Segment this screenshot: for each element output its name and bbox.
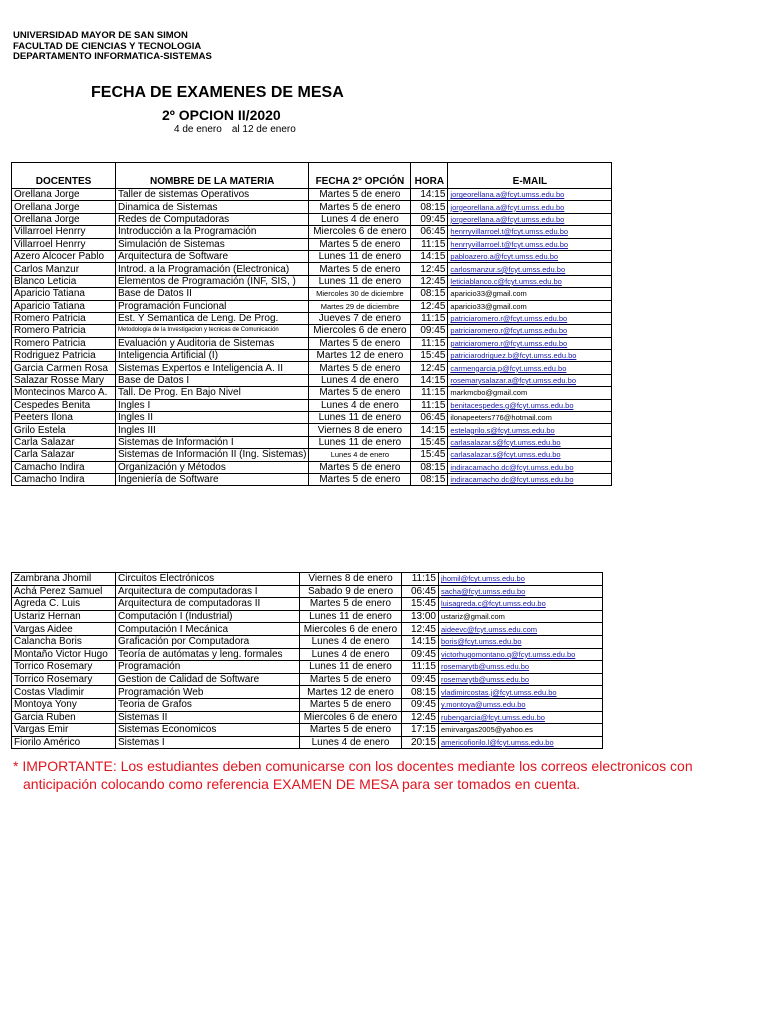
docente-cell: Rodriguez Patricia	[12, 350, 116, 362]
hora-cell: 09:45	[402, 673, 439, 686]
materia-cell: Base de Datos II	[116, 288, 309, 300]
fecha-cell: Lunes 4 de enero	[300, 648, 402, 661]
hora-cell: 14:15	[402, 635, 439, 648]
table-row	[12, 300, 612, 312]
docente-cell: Ustariz Hernan	[12, 610, 116, 623]
table-row	[12, 436, 612, 448]
docente-cell: Garcia Ruben	[12, 711, 116, 724]
docente-cell: Achá Perez Samuel	[12, 585, 116, 598]
fecha-cell: Jueves 7 de enero	[309, 312, 411, 324]
date-range-end: al 12 de enero	[231, 124, 296, 135]
table-row	[12, 635, 603, 648]
hora-cell: 06:45	[411, 412, 448, 424]
hora-cell: 08:15	[411, 201, 448, 213]
materia-cell: Ingles III	[116, 424, 309, 436]
materia-cell: Teoría de autómatas y leng. formales	[116, 648, 300, 661]
header-fecha: FECHA 2° OPCIÓN	[309, 163, 411, 189]
table-row	[12, 325, 612, 337]
hora-cell: 12:45	[402, 623, 439, 636]
hora-cell: 06:45	[402, 585, 439, 598]
docente-cell: Costas Vladimir	[12, 686, 116, 699]
hora-cell: 11:15	[411, 399, 448, 411]
hora-cell: 11:15	[411, 312, 448, 324]
fecha-cell: Lunes 4 de enero	[309, 374, 411, 386]
fecha-cell: Martes 5 de enero	[300, 598, 402, 611]
header-docentes: DOCENTES	[12, 163, 116, 189]
email-link[interactable]: carlasalazar.s@fcyt.umss.edu.bo	[448, 449, 612, 461]
email-link[interactable]: pabloazero.a@fcyt.umss.edu.bo	[448, 250, 612, 262]
docente-cell: Grilo Estela	[12, 424, 116, 436]
table-row	[12, 686, 603, 699]
docente-cell: Azero Alcocer Pablo	[12, 250, 116, 262]
email-link[interactable]: vladimircostas.j@fcyt.umss.edu.bo	[439, 686, 603, 699]
email-link[interactable]: henrryvillarroel.t@fcyt.umss.edu.bo	[448, 238, 612, 250]
university-name: UNIVERSIDAD MAYOR DE SAN SIMON	[13, 30, 188, 41]
email-link[interactable]: estelagrilo.s@fcyt.umss.edu.bo	[448, 424, 612, 436]
fecha-cell: Martes 5 de enero	[309, 263, 411, 275]
materia-cell: Evaluación y Auditoria de Sistemas	[116, 337, 309, 349]
materia-cell: Programación Funcional	[116, 300, 309, 312]
email-link[interactable]: emirvargas2005@yahoo.es	[439, 724, 603, 737]
note-line-1: * IMPORTANTE: Los estudiantes deben comunicarse con los docentes mediante los correos electronicos con	[13, 758, 693, 774]
table-row	[12, 337, 612, 349]
materia-cell: Elementos de Programación (INF, SIS, )	[116, 275, 309, 287]
docente-cell: Salazar Rosse Mary	[12, 374, 116, 386]
table-row	[12, 412, 612, 424]
docente-cell: Zambrana Jhomil	[12, 573, 116, 586]
email-link[interactable]: carlosmanzur.s@fcyt.umss.edu.bo	[448, 263, 612, 275]
materia-cell: Computación I Mecánica	[116, 623, 300, 636]
email-link[interactable]: aparicio33@gmail.com	[448, 288, 612, 300]
table-row	[12, 238, 612, 250]
email-link[interactable]: rubengarcia@fcyt.umss.edu.bo	[439, 711, 603, 724]
docente-cell: Aparicio Tatiana	[12, 300, 116, 312]
docente-cell: Villarroel Henrry	[12, 226, 116, 238]
email-link[interactable]: ustariz@gmail.com	[439, 610, 603, 623]
table-row	[12, 213, 612, 225]
fecha-cell: Martes 5 de enero	[300, 698, 402, 711]
fecha-cell: Martes 5 de enero	[309, 337, 411, 349]
docente-cell: Camacho Indira	[12, 473, 116, 485]
email-link[interactable]: jorgeorellana.a@fcyt.umss.edu.bo	[448, 213, 612, 225]
table-row	[12, 226, 612, 238]
email-link[interactable]: jorgeorellana.a@fcyt.umss.edu.bo	[448, 189, 612, 201]
email-link[interactable]: aparicio33@gmail.com	[448, 300, 612, 312]
table-row	[12, 623, 603, 636]
email-link[interactable]: aideevc@fcyt.umss.edu.com	[439, 623, 603, 636]
materia-cell: Computación I (Industrial)	[116, 610, 300, 623]
table-row	[12, 648, 603, 661]
table-row	[12, 399, 612, 411]
fecha-cell: Miercoles 6 de enero	[300, 623, 402, 636]
fecha-cell: Martes 5 de enero	[309, 201, 411, 213]
materia-cell: Inteligencia Artificial (I)	[116, 350, 309, 362]
docente-cell: Carlos Manzur	[12, 263, 116, 275]
hora-cell: 12:45	[411, 263, 448, 275]
hora-cell: 12:45	[411, 275, 448, 287]
docente-cell: Carla Salazar	[12, 449, 116, 461]
fecha-cell: Martes 12 de enero	[309, 350, 411, 362]
email-link[interactable]: patriciaromero.r@fcyt.umss.edu.bo	[448, 337, 612, 349]
docente-cell: Vargas Emir	[12, 724, 116, 737]
fecha-cell: Viernes 8 de enero	[309, 424, 411, 436]
email-link[interactable]: ilonapeeters776@hotmail.com	[448, 412, 612, 424]
hora-cell: 08:15	[411, 461, 448, 473]
email-link[interactable]: patriciarodriguez.b@fcyt.umss.edu.bo	[448, 350, 612, 362]
materia-cell: Programación Web	[116, 686, 300, 699]
fecha-cell: Miercoles 6 de enero	[309, 325, 411, 337]
docente-cell: Montaño Victor Hugo	[12, 648, 116, 661]
materia-cell: Arquitectura de computadoras I	[116, 585, 300, 598]
materia-cell: Graficación por Computadora	[116, 635, 300, 648]
table-row	[12, 263, 612, 275]
hora-cell: 08:15	[402, 686, 439, 699]
table-row	[12, 350, 612, 362]
docente-cell: Torrico Rosemary	[12, 661, 116, 674]
hora-cell: 14:15	[411, 374, 448, 386]
email-link[interactable]: patriciaromero.r@fcyt.umss.edu.bo	[448, 325, 612, 337]
table-row	[12, 275, 612, 287]
email-link[interactable]: rosemarytb@umss.edu.bo	[439, 661, 603, 674]
hora-cell: 15:45	[402, 598, 439, 611]
email-link[interactable]: rosemarytb@umss.edu.bo	[439, 673, 603, 686]
header-hora: HORA	[411, 163, 448, 189]
table-row	[12, 387, 612, 399]
email-link[interactable]: patriciaromero.r@fcyt.umss.edu.bo	[448, 312, 612, 324]
materia-cell: Ingeniería de Software	[116, 473, 309, 485]
email-link[interactable]: victorhugomontano.q@fcyt.umss.edu.bo	[439, 648, 603, 661]
docente-cell: Romero Patricia	[12, 312, 116, 324]
header-materia: NOMBRE DE LA MATERIA	[116, 163, 309, 189]
table-row	[12, 312, 612, 324]
docente-cell: Peeters Ilona	[12, 412, 116, 424]
materia-cell: Tall. De Prog. En Bajo Nivel	[116, 387, 309, 399]
materia-cell: Programación	[116, 661, 300, 674]
fecha-cell: Lunes 11 de enero	[300, 610, 402, 623]
fecha-cell: Martes 12 de enero	[300, 686, 402, 699]
email-link[interactable]: markmcbo@gmail.com	[448, 387, 612, 399]
important-note	[13, 757, 753, 793]
materia-cell: Ingles II	[116, 412, 309, 424]
header-email: E-MAIL	[448, 163, 612, 189]
materia-cell: Introducción a la Programación	[116, 226, 309, 238]
table-row	[12, 449, 612, 461]
hora-cell: 14:15	[411, 424, 448, 436]
hora-cell: 14:15	[411, 250, 448, 262]
docente-cell: Garcia Carmen Rosa	[12, 362, 116, 374]
fecha-cell: Lunes 4 de enero	[300, 736, 402, 749]
docente-cell: Vargas Aidee	[12, 623, 116, 636]
docente-cell: Blanco Leticia	[12, 275, 116, 287]
materia-cell: Simulación de Sistemas	[116, 238, 309, 250]
table-row	[12, 598, 603, 611]
hora-cell: 12:45	[411, 300, 448, 312]
date-range-start: 4 de enero	[174, 124, 222, 135]
table-row	[12, 201, 612, 213]
page-title: FECHA DE EXAMENES DE MESA	[91, 84, 344, 101]
fecha-cell: Martes 5 de enero	[309, 461, 411, 473]
materia-cell: Base de Datos I	[116, 374, 309, 386]
fecha-cell: Martes 5 de enero	[309, 362, 411, 374]
table-row	[12, 661, 603, 674]
email-link[interactable]: rosemarysalazar.a@fcyt.umss.edu.bo	[448, 374, 612, 386]
email-link[interactable]: boris@fcyt.umss.edu.bo	[439, 635, 603, 648]
fecha-cell: Martes 5 de enero	[300, 673, 402, 686]
fecha-cell: Sabado 9 de enero	[300, 585, 402, 598]
hora-cell: 12:45	[411, 362, 448, 374]
fecha-cell: Lunes 4 de enero	[300, 635, 402, 648]
docente-cell: Aparicio Tatiana	[12, 288, 116, 300]
hora-cell: 20:15	[402, 736, 439, 749]
materia-cell: Arquitectura de computadoras II	[116, 598, 300, 611]
hora-cell: 17:15	[402, 724, 439, 737]
hora-cell: 06:45	[411, 226, 448, 238]
docente-cell: Fiorilo Américo	[12, 736, 116, 749]
table-row	[12, 288, 612, 300]
table-row	[12, 461, 612, 473]
fecha-cell: Miercoles 30 de diciembre	[309, 288, 411, 300]
fecha-cell: Lunes 11 de enero	[309, 275, 411, 287]
date-range	[174, 124, 296, 135]
docente-cell: Calancha Boris	[12, 635, 116, 648]
fecha-cell: Martes 5 de enero	[309, 238, 411, 250]
docente-cell: Torrico Rosemary	[12, 673, 116, 686]
hora-cell: 11:15	[411, 238, 448, 250]
materia-cell: Metodología de la Investigacion y tecnicas de Comunicación	[116, 325, 309, 337]
table-row	[12, 724, 603, 737]
hora-cell: 15:45	[411, 350, 448, 362]
hora-cell: 09:45	[402, 698, 439, 711]
exam-table-2	[11, 572, 603, 749]
fecha-cell: Lunes 11 de enero	[309, 436, 411, 448]
materia-cell: Sistemas Economicos	[116, 724, 300, 737]
fecha-cell: Lunes 11 de enero	[309, 412, 411, 424]
materia-cell: Sistemas de Información I	[116, 436, 309, 448]
materia-cell: Est. Y Semantica de Leng. De Prog.	[116, 312, 309, 324]
email-link[interactable]: carlasalazar.s@fcyt.umss.edu.bo	[448, 436, 612, 448]
email-link[interactable]: y.montoya@umss.edu.bo	[439, 698, 603, 711]
hora-cell: 11:15	[402, 573, 439, 586]
page-subtitle: 2º OPCION II/2020	[162, 107, 281, 123]
fecha-cell: Martes 5 de enero	[309, 473, 411, 485]
table-row	[12, 736, 603, 749]
table-row	[12, 374, 612, 386]
table-row	[12, 610, 603, 623]
fecha-cell: Miercoles 6 de enero	[300, 711, 402, 724]
materia-cell: Introd. a la Programación (Electronica)	[116, 263, 309, 275]
docente-cell: Orellana Jorge	[12, 189, 116, 201]
materia-cell: Teoria de Grafos	[116, 698, 300, 711]
table-row	[12, 424, 612, 436]
fecha-cell: Lunes 4 de enero	[309, 449, 411, 461]
materia-cell: Sistemas Expertos e Inteligencia A. II	[116, 362, 309, 374]
hora-cell: 13:00	[402, 610, 439, 623]
hora-cell: 15:45	[411, 436, 448, 448]
docente-cell: Agreda C. Luis	[12, 598, 116, 611]
materia-cell: Ingles I	[116, 399, 309, 411]
email-link[interactable]: leticiablanco.c@fcyt.umss.edu.bo	[448, 275, 612, 287]
hora-cell: 09:45	[411, 213, 448, 225]
email-link[interactable]: luisagreda.c@fcyt.umss.edu.bo	[439, 598, 603, 611]
hora-cell: 08:15	[411, 288, 448, 300]
email-link[interactable]: sacha@fcyt.umss.edu.bo	[439, 585, 603, 598]
email-link[interactable]: jorgeorellana.a@fcyt.umss.edu.bo	[448, 201, 612, 213]
hora-cell: 09:45	[411, 325, 448, 337]
hora-cell: 12:45	[402, 711, 439, 724]
email-link[interactable]: benitacespedes.g@fcyt.umss.edu.bo	[448, 399, 612, 411]
docente-cell: Romero Patricia	[12, 325, 116, 337]
hora-cell: 11:15	[411, 337, 448, 349]
email-link[interactable]: americofiorilo.l@fcyt.umss.edu.bo	[439, 736, 603, 749]
materia-cell: Taller de sistemas Operativos	[116, 189, 309, 201]
docente-cell: Orellana Jorge	[12, 201, 116, 213]
email-link[interactable]: jhomil@fcyt.umss.edu.bo	[439, 573, 603, 586]
note-line-2: anticipación colocando como referencia EXAMEN DE MESA para ser tomados en cuenta.	[23, 776, 581, 792]
materia-cell: Arquitectura de Software	[116, 250, 309, 262]
materia-cell: Dinamica de Sistemas	[116, 201, 309, 213]
materia-cell: Sistemas de Información II (Ing. Sistemas)	[116, 449, 309, 461]
hora-cell: 11:15	[402, 661, 439, 674]
docente-cell: Orellana Jorge	[12, 213, 116, 225]
hora-cell: 11:15	[411, 387, 448, 399]
fecha-cell: Miercoles 6 de enero	[309, 226, 411, 238]
docente-cell: Villarroel Henrry	[12, 238, 116, 250]
table-row	[12, 573, 603, 586]
docente-cell: Cespedes Benita	[12, 399, 116, 411]
materia-cell: Gestion de Calidad de Software	[116, 673, 300, 686]
fecha-cell: Martes 5 de enero	[300, 724, 402, 737]
institution-header	[13, 31, 212, 63]
department-name: DEPARTAMENTO INFORMATICA-SISTEMAS	[13, 51, 212, 62]
email-link[interactable]: indiracamacho.dc@fcyt.umss.edu.bo	[448, 473, 612, 485]
hora-cell: 14:15	[411, 189, 448, 201]
fecha-cell: Lunes 11 de enero	[300, 661, 402, 674]
docente-cell: Romero Patricia	[12, 337, 116, 349]
fecha-cell: Lunes 11 de enero	[309, 250, 411, 262]
docente-cell: Montoya Yony	[12, 698, 116, 711]
fecha-cell: Martes 5 de enero	[309, 387, 411, 399]
table-row	[12, 362, 612, 374]
docente-cell: Montecinos Marco A.	[12, 387, 116, 399]
table-row	[12, 473, 612, 485]
docente-cell: Camacho Indira	[12, 461, 116, 473]
email-link[interactable]: indiracamacho.dc@fcyt.umss.edu.bo	[448, 461, 612, 473]
hora-cell: 09:45	[402, 648, 439, 661]
exam-table-1	[11, 162, 612, 486]
fecha-cell: Viernes 8 de enero	[300, 573, 402, 586]
materia-cell: Organización y Métodos	[116, 461, 309, 473]
hora-cell: 08:15	[411, 473, 448, 485]
materia-cell: Sistemas II	[116, 711, 300, 724]
email-link[interactable]: carmengarcia.p@fcyt.umss.edu.bo	[448, 362, 612, 374]
fecha-cell: Martes 29 de diciembre	[309, 300, 411, 312]
fecha-cell: Lunes 4 de enero	[309, 399, 411, 411]
materia-cell: Circuitos Electrónicos	[116, 573, 300, 586]
table-row	[12, 189, 612, 201]
fecha-cell: Martes 5 de enero	[309, 189, 411, 201]
table-row	[12, 711, 603, 724]
docente-cell: Carla Salazar	[12, 436, 116, 448]
table-row	[12, 673, 603, 686]
email-link[interactable]: henrryvillarroel.t@fcyt.umss.edu.bo	[448, 226, 612, 238]
table-row	[12, 585, 603, 598]
table-row	[12, 250, 612, 262]
faculty-name: FACULTAD DE CIENCIAS Y TECNOLOGIA	[13, 40, 202, 52]
materia-cell: Redes de Computadoras	[116, 213, 309, 225]
materia-cell: Sistemas I	[116, 736, 300, 749]
table-header-row	[12, 163, 612, 189]
fecha-cell: Lunes 4 de enero	[309, 213, 411, 225]
table-row	[12, 698, 603, 711]
hora-cell: 15:45	[411, 449, 448, 461]
